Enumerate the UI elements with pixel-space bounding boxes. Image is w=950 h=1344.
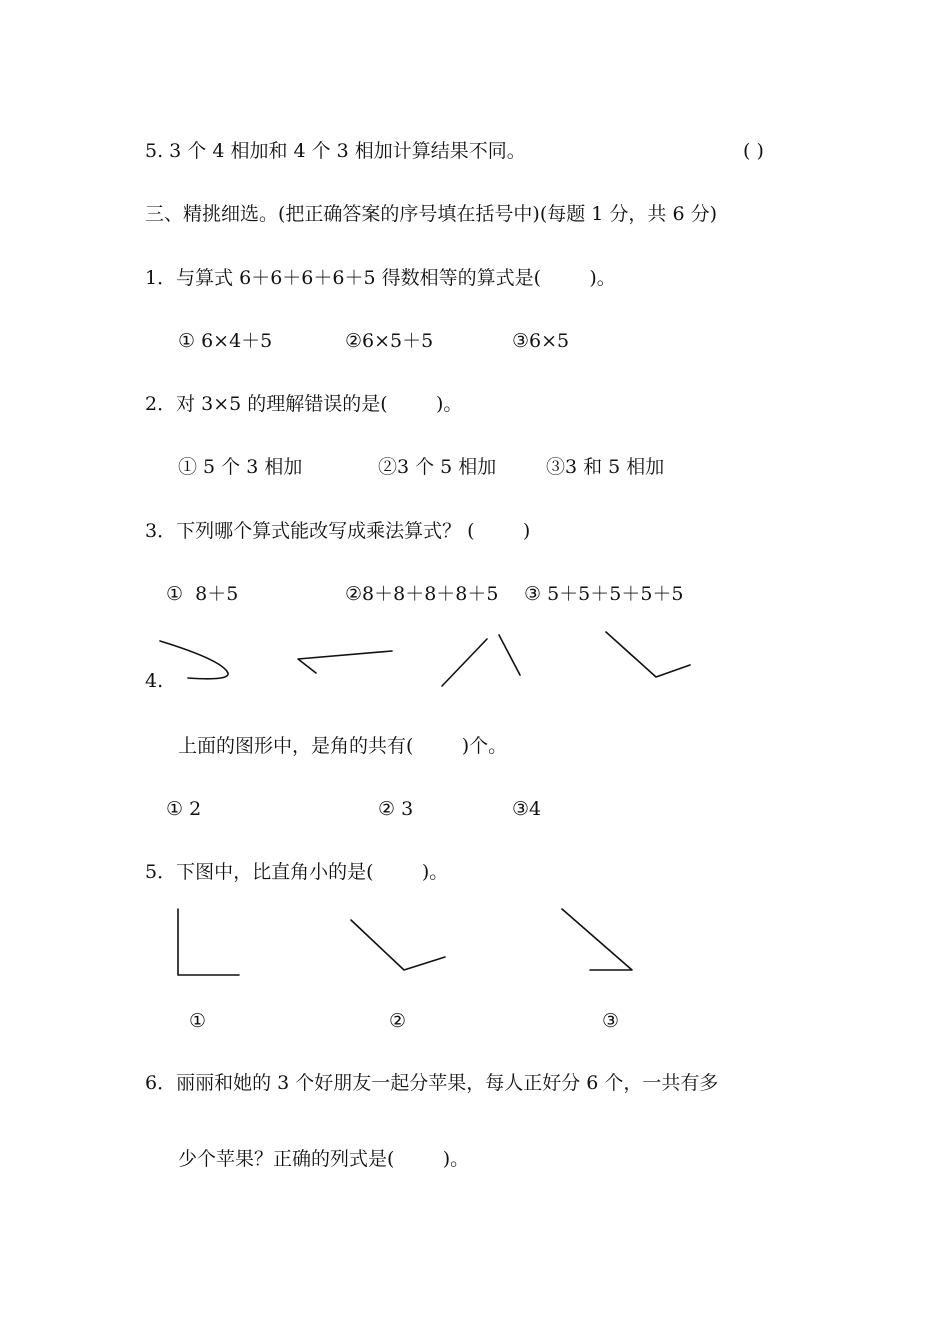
question-2-stem: 2．对 3×5 的理解错误的是( )。 bbox=[145, 393, 463, 415]
figure-right-angle bbox=[178, 909, 239, 975]
figure-obtuse-angle bbox=[351, 920, 445, 970]
question-4-option-2: ② 3 bbox=[378, 798, 414, 820]
question-5-stem: 5．下图中，比直角小的是( )。 bbox=[145, 861, 449, 883]
question-3-option-3: ③ 5＋5＋5＋5＋5 bbox=[524, 583, 684, 605]
judge-q5-answer-paren[interactable]: ( ) bbox=[743, 140, 764, 162]
figure-angle bbox=[606, 632, 690, 677]
section-heading: 三、精挑细选。(把正确答案的序号填在括号中)(每题 1 分，共 6 分) bbox=[145, 203, 717, 225]
question-3-stem: 3．下列哪个算式能改写成乘法算式？ ( ) bbox=[145, 520, 531, 542]
question-2-option-3: ③3 和 5 相加 bbox=[546, 456, 665, 478]
figure-separate-lines-left bbox=[442, 639, 487, 686]
question-4-figures bbox=[0, 625, 950, 705]
question-1-option-1: ① 6×4＋5 bbox=[178, 330, 273, 352]
question-2-option-2: ②3 个 5 相加 bbox=[378, 456, 497, 478]
question-3-option-1: ① 8＋5 bbox=[166, 583, 239, 605]
question-2-option-1: ① 5 个 3 相加 bbox=[178, 456, 303, 478]
question-1-option-3: ③6×5 bbox=[512, 330, 570, 352]
question-5-figure-label-3: ③ bbox=[602, 1010, 620, 1032]
question-4-stem: 上面的图形中，是角的共有( )个。 bbox=[178, 735, 508, 757]
question-4-option-3: ③4 bbox=[512, 798, 542, 820]
figure-separate-lines-right bbox=[499, 635, 520, 675]
figure-open-shape bbox=[298, 651, 392, 673]
question-3-option-2: ②8＋8＋8＋8＋5 bbox=[345, 583, 499, 605]
question-6-stem-line-1: 6．丽丽和她的 3 个好朋友一起分苹果，每人正好分 6 个，一共有多 bbox=[145, 1072, 719, 1094]
question-1-stem: 1．与算式 6＋6＋6＋6＋5 得数相等的算式是( )。 bbox=[145, 267, 616, 289]
question-5-figures bbox=[0, 905, 950, 985]
question-1-option-2: ②6×5＋5 bbox=[345, 330, 434, 352]
question-5-figure-label-1: ① bbox=[189, 1010, 207, 1032]
figure-curved-shape bbox=[160, 641, 228, 679]
question-4-option-1: ① 2 bbox=[166, 798, 202, 820]
question-5-figure-label-2: ② bbox=[389, 1010, 407, 1032]
question-4-number: 4. bbox=[145, 670, 164, 692]
figure-acute-angle bbox=[562, 909, 632, 970]
judge-q5-text: 5. 3 个 4 相加和 4 个 3 相加计算结果不同。 bbox=[145, 140, 526, 162]
question-6-stem-line-2: 少个苹果？正确的列式是( )。 bbox=[178, 1148, 470, 1170]
